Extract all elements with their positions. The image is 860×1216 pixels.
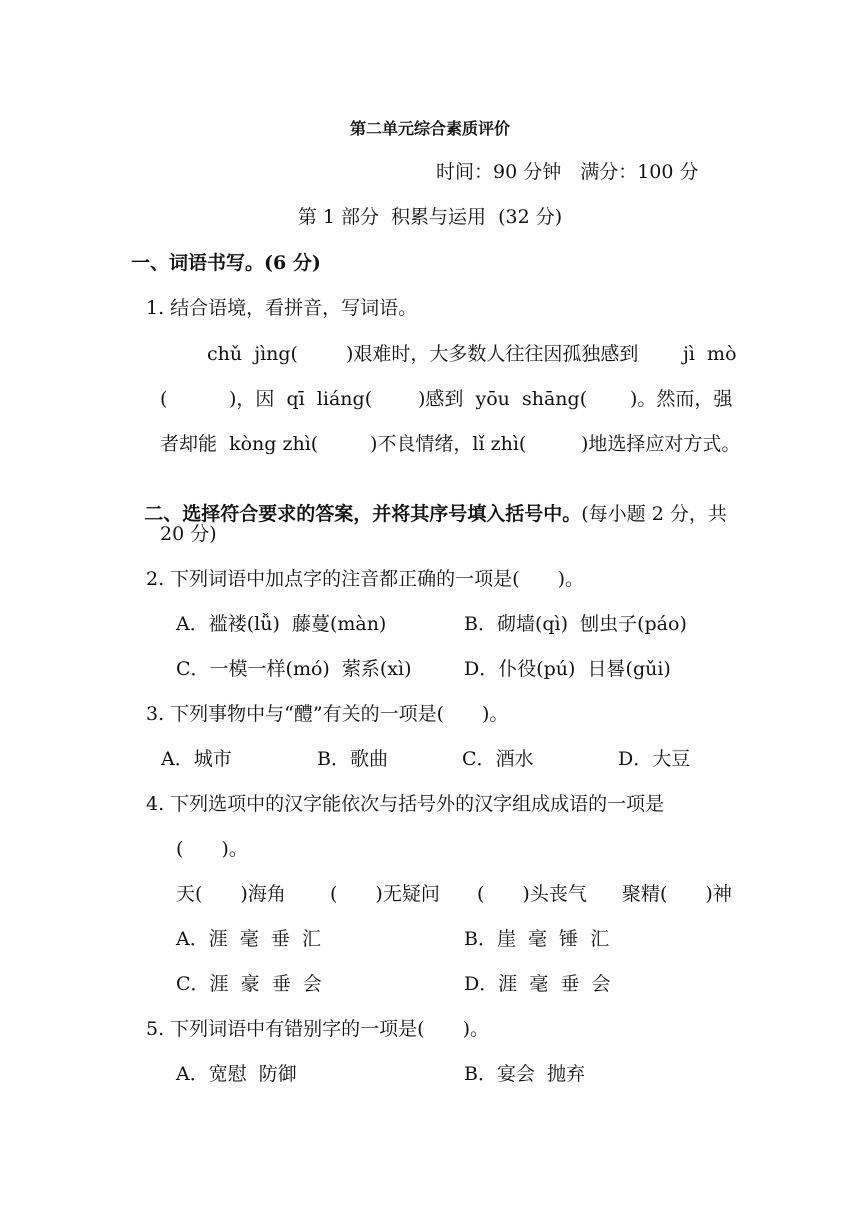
q3-option-b: B．歌曲 <box>317 748 388 770</box>
part-heading: 第 1 部分 积累与运用 (32 分) <box>297 206 563 228</box>
section-2-note: (每小题 2 分，共 <box>581 503 727 525</box>
q1-line3-a: 者却能 kòng zhì( <box>160 433 319 455</box>
section-2-title: 二、选择符合要求的答案，并将其序号填入括号中。 <box>144 503 582 525</box>
q1-line1-a: chǔ jìng( <box>207 343 298 365</box>
q4-word-1: 天( )海角 <box>176 883 286 905</box>
q2-option-a: A．褴褛(lǚ) 藤蔓(màn) <box>176 613 387 635</box>
page-title: 第二单元综合素质评价 <box>349 119 510 138</box>
q1-line3-c: )地选择应对方式。 <box>581 433 741 455</box>
q1-line1-c: jì mò <box>683 343 737 365</box>
q1-line3-b: )不良情绪，lǐ zhì( <box>370 433 527 455</box>
q4-word-3: ( )头丧气 <box>477 883 587 905</box>
q2-option-b: B．砌墙(qì) 刨虫子(páo) <box>464 613 687 635</box>
q1-line2-c: )感到 yōu shāng( <box>418 388 588 410</box>
q3-stem: 3. 下列事物中与“醴”有关的一项是( )。 <box>146 703 509 725</box>
section-2-heading <box>131 478 727 526</box>
q2-option-d: D．仆役(pú) 日晷(gǔi) <box>464 658 671 680</box>
section-2-cont: 20 分) <box>160 523 217 545</box>
q5-option-a: A．宽慰 防御 <box>176 1063 297 1085</box>
q1-line2-d: )。然而，强 <box>630 388 733 410</box>
q1-line2-a: ( <box>160 388 168 410</box>
q4-word-2: ( )无疑问 <box>330 883 440 905</box>
q4-option-d: D．涯 毫 垂 会 <box>464 973 611 995</box>
q1-stem: 1. 结合语境，看拼音，写词语。 <box>146 297 418 319</box>
q1-line1-b: )艰难时，大多数人往往因孤独感到 <box>346 343 639 365</box>
q4-word-4: 聚精( )神 <box>622 883 732 905</box>
section-1-heading: 一、词语书写。(6 分) <box>131 252 321 274</box>
q3-option-a: A．城市 <box>161 748 232 770</box>
q5-stem: 5. 下列词语中有错别字的一项是( )。 <box>146 1018 489 1040</box>
q1-line2-b: )，因 qī liáng( <box>229 388 373 410</box>
q4-stem: 4. 下列选项中的汉字能依次与括号外的汉字组成成语的一项是 <box>146 793 665 815</box>
q2-stem: 2. 下列词语中加点字的注音都正确的一项是( )。 <box>146 568 584 590</box>
q2-option-c: C．一模一样(mó) 萦系(xì) <box>176 658 412 680</box>
q4-option-b: B．崖 毫 锤 汇 <box>464 928 610 950</box>
q4-option-a: A．涯 毫 垂 汇 <box>176 928 321 950</box>
q3-option-c: C．酒水 <box>462 748 534 770</box>
q5-option-b: B．宴会 抛弃 <box>464 1063 586 1085</box>
q4-stem-2: ( )。 <box>176 838 248 860</box>
q3-option-d: D．大豆 <box>618 748 691 770</box>
q4-option-c: C．涯 豪 垂 会 <box>176 973 322 995</box>
exam-meta: 时间：90 分钟 满分：100 分 <box>436 161 699 183</box>
